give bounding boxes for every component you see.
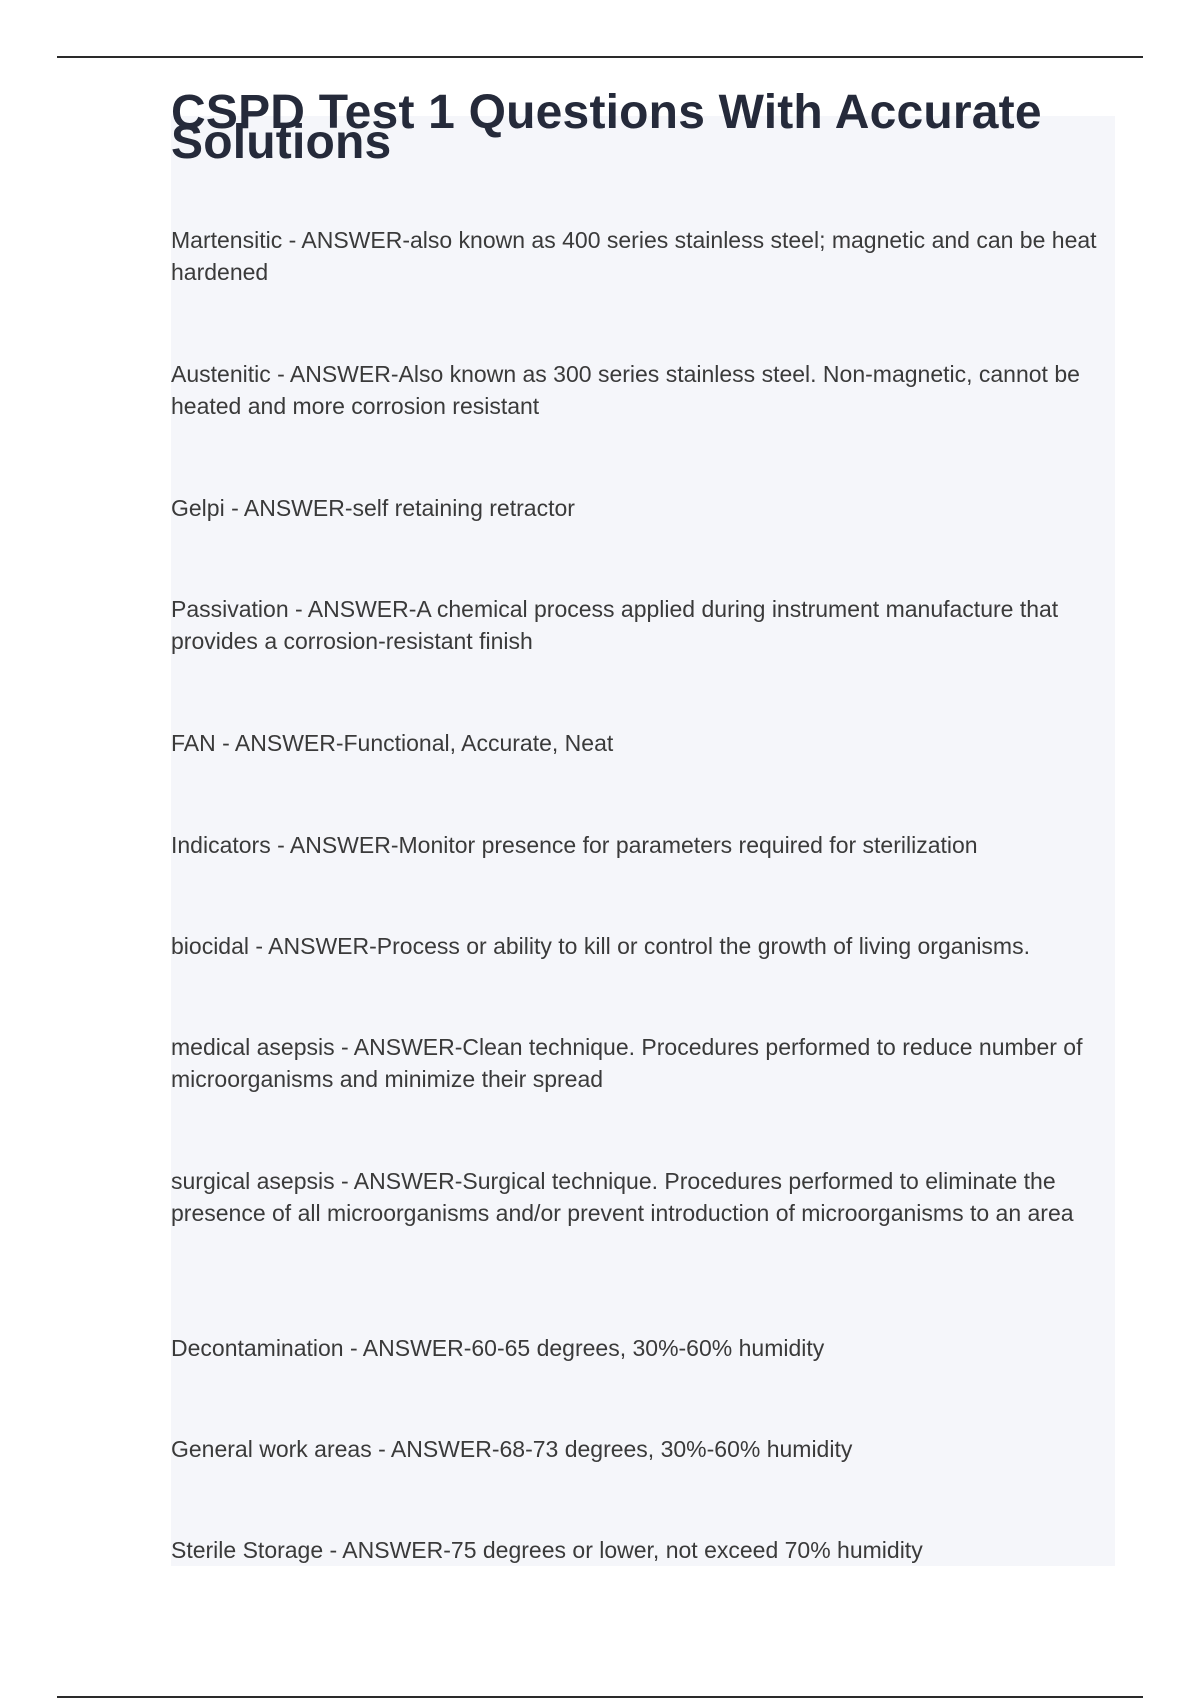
qa-entry-biocidal: biocidal - ANSWER-Process or ability to kill or control the growth of living organisms. <box>171 933 1030 959</box>
top-rule <box>57 56 1143 58</box>
qa-entry-medical-asepsis: medical asepsis - ANSWER-Clean technique. Procedures performed to reduce number of microorganisms and minimize their spread <box>171 1034 1083 1092</box>
qa-entry-martensitic: Martensitic - ANSWER-also known as 400 series stainless steel; magnetic and can be heat hardened <box>171 227 1097 285</box>
qa-entry-sterile-storage: Sterile Storage - ANSWER-75 degrees or lower, not exceed 70% humidity <box>171 1537 923 1563</box>
qa-entry-surgical-asepsis: surgical asepsis - ANSWER-Surgical technique. Procedures performed to eliminate the presence of all microorganisms and/or prevent introduction of microorganisms to an area <box>171 1168 1074 1226</box>
qa-entry-passivation: Passivation - ANSWER-A chemical process applied during instrument manufacture that provides a corrosion-resistant finish <box>171 596 1059 654</box>
page-title: CSPD Test 1 Questions With Accurate Solutions <box>171 86 1042 169</box>
bottom-rule <box>57 1696 1143 1698</box>
qa-entry-austenitic: Austenitic - ANSWER-Also known as 300 series stainless steel. Non-magnetic, cannot be heated and more corrosion resistant <box>171 361 1080 419</box>
qa-entry-general-work-areas: General work areas - ANSWER-68-73 degrees, 30%-60% humidity <box>171 1436 853 1462</box>
qa-entry-fan: FAN - ANSWER-Functional, Accurate, Neat <box>171 730 614 756</box>
qa-entry-indicators: Indicators - ANSWER-Monitor presence for parameters required for sterilization <box>171 832 978 858</box>
qa-entry-decontamination: Decontamination - ANSWER-60-65 degrees, 30%-60% humidity <box>171 1335 825 1361</box>
qa-entry-gelpi: Gelpi - ANSWER-self retaining retractor <box>171 495 575 521</box>
